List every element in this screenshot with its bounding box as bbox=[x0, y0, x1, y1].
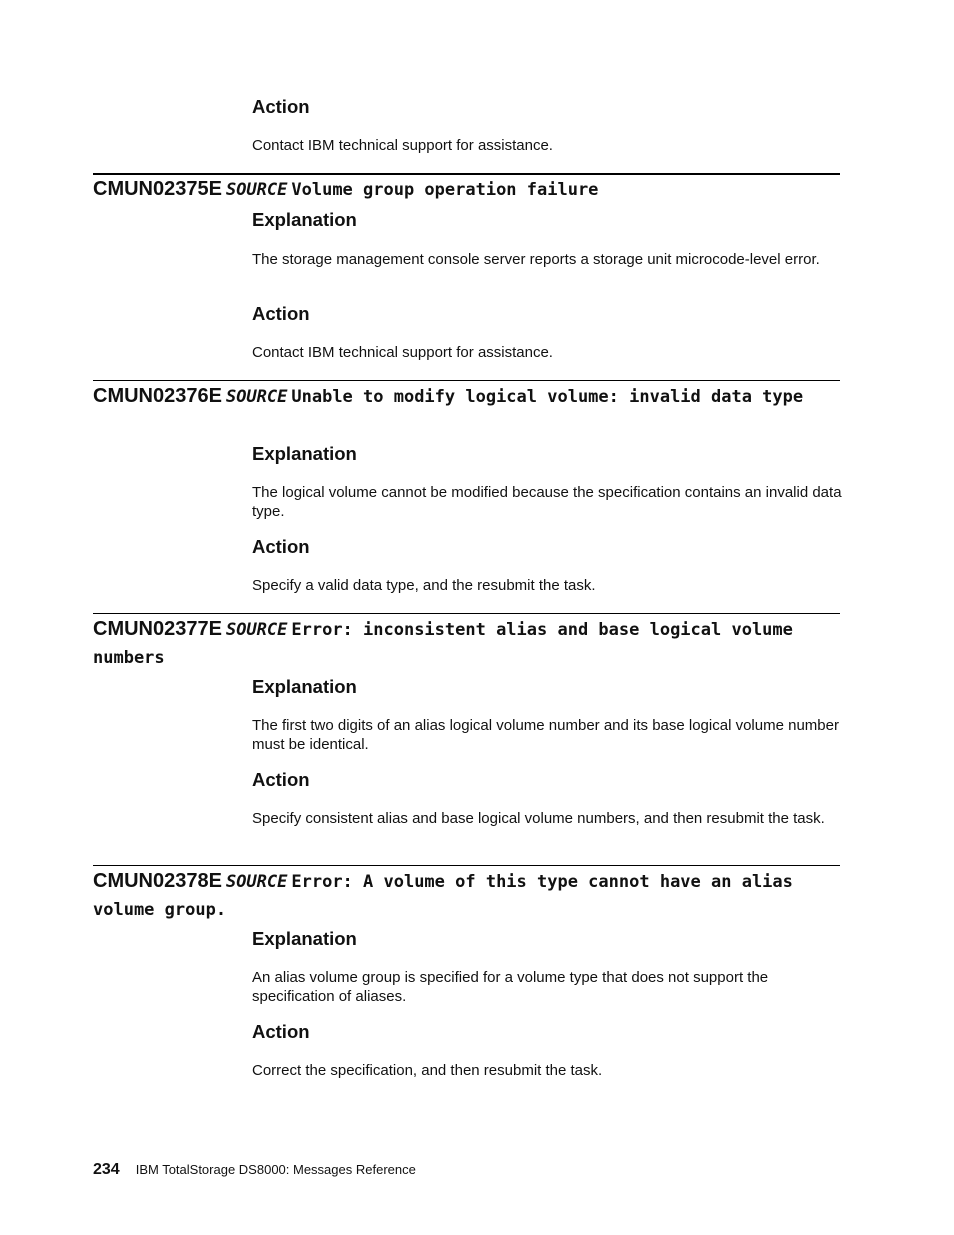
action-heading: Action bbox=[252, 303, 310, 324]
explanation-text: The logical volume cannot be modified because the specification contains an invalid data type. bbox=[252, 484, 842, 520]
explanation-text: The first two digits of an alias logical volume number and its base logical volume number must be identical. bbox=[252, 717, 839, 753]
section-rule bbox=[93, 380, 840, 381]
message-heading bbox=[93, 176, 840, 204]
message-title: Unable to modify logical volume: invalid data type bbox=[291, 387, 804, 407]
message-code: CMUN02378E bbox=[93, 870, 222, 892]
page-footer bbox=[93, 1161, 416, 1179]
action-heading: Action bbox=[252, 536, 310, 557]
message-source: SOURCE bbox=[225, 620, 288, 640]
message-heading bbox=[93, 383, 840, 411]
action-text: Correct the specification, and then resubmit the task. bbox=[252, 1062, 603, 1079]
explanation-heading: Explanation bbox=[252, 443, 357, 464]
action-text: Contact IBM technical support for assistance. bbox=[252, 137, 553, 154]
message-heading bbox=[93, 616, 840, 672]
book-title: IBM TotalStorage DS8000: Messages Reference bbox=[135, 1162, 416, 1177]
section-rule bbox=[93, 613, 840, 614]
message-code: CMUN02377E bbox=[93, 618, 222, 640]
action-text: Contact IBM technical support for assistance. bbox=[252, 344, 553, 361]
message-title: Volume group operation failure bbox=[291, 180, 599, 200]
section-rule bbox=[93, 865, 840, 866]
message-title: Error: inconsistent alias and base logical volume numbers bbox=[93, 620, 793, 668]
message-code: CMUN02376E bbox=[93, 385, 222, 407]
action-heading: Action bbox=[252, 1021, 310, 1042]
message-source: SOURCE bbox=[225, 872, 288, 892]
explanation-text: An alias volume group is specified for a volume type that does not support the specification of aliases. bbox=[252, 969, 769, 1005]
message-source: SOURCE bbox=[225, 180, 288, 200]
message-source: SOURCE bbox=[225, 387, 288, 407]
message-heading bbox=[93, 868, 840, 924]
message-code: CMUN02375E bbox=[93, 178, 222, 200]
explanation-text: The storage management console server reports a storage unit microcode-level error. bbox=[252, 251, 820, 268]
action-text: Specify consistent alias and base logical volume numbers, and then resubmit the task. bbox=[252, 810, 825, 827]
action-heading: Action bbox=[252, 769, 310, 790]
action-heading: Action bbox=[252, 96, 310, 117]
explanation-heading: Explanation bbox=[252, 676, 357, 697]
explanation-heading: Explanation bbox=[252, 209, 357, 230]
explanation-heading: Explanation bbox=[252, 928, 357, 949]
page-number: 234 bbox=[93, 1161, 120, 1178]
action-text: Specify a valid data type, and the resubmit the task. bbox=[252, 577, 596, 594]
section-rule bbox=[93, 173, 840, 175]
message-title: Error: A volume of this type cannot have an alias volume group. bbox=[93, 872, 793, 920]
